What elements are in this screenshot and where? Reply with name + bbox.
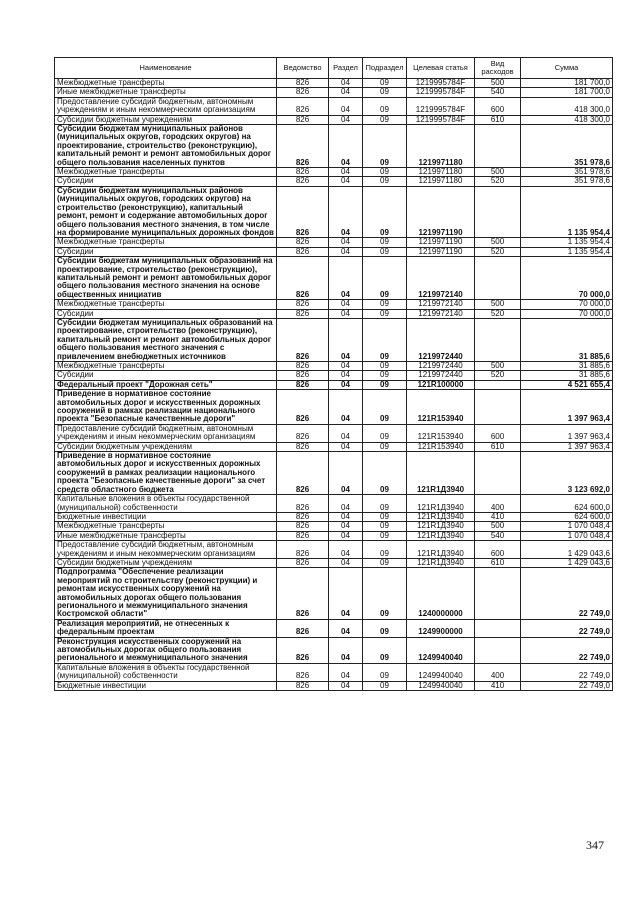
cell-exp-type: 520	[475, 371, 521, 380]
cell-section: 04	[329, 309, 363, 318]
table-row	[55, 522, 613, 531]
cell-exp-type	[475, 186, 521, 237]
cell-subsection: 09	[363, 115, 407, 124]
cell-target: 1249940040	[407, 681, 475, 690]
cell-sum: 351 978,6	[521, 168, 613, 177]
cell-subsection: 09	[363, 79, 407, 88]
cell-section: 04	[329, 371, 363, 380]
cell-name: Капитальные вложения в объекты государственной (муниципальной) собственности	[55, 495, 277, 513]
cell-exp-type: 400	[475, 663, 521, 681]
cell-sum: 3 123 692,0	[521, 452, 613, 495]
cell-dept: 826	[277, 309, 329, 318]
cell-target: 1219995784F	[407, 115, 475, 124]
cell-target: 1219995784F	[407, 88, 475, 97]
cell-name: Субсидии бюджетным учреждениям	[55, 442, 277, 451]
cell-exp-type: 540	[475, 88, 521, 97]
cell-target: 1219972440	[407, 318, 475, 361]
table-row	[55, 681, 613, 690]
cell-exp-type	[475, 318, 521, 361]
cell-dept: 826	[277, 637, 329, 663]
cell-exp-type: 520	[475, 309, 521, 318]
cell-sum: 1 070 048,4	[521, 531, 613, 540]
cell-subsection: 09	[363, 309, 407, 318]
cell-name: Реализация мероприятий, не отнесенных к федеральным проектам	[55, 619, 277, 637]
cell-target: 1249900000	[407, 619, 475, 637]
cell-subsection: 09	[363, 238, 407, 247]
cell-subsection: 09	[363, 177, 407, 186]
cell-section: 04	[329, 512, 363, 521]
cell-section: 04	[329, 663, 363, 681]
cell-section: 04	[329, 619, 363, 637]
cell-sum: 1 397 963,4	[521, 424, 613, 442]
table-row	[55, 115, 613, 124]
cell-section: 04	[329, 115, 363, 124]
table-row	[55, 568, 613, 619]
table-row	[55, 362, 613, 371]
header-sum: Сумма	[521, 58, 613, 79]
cell-exp-type: 610	[475, 442, 521, 451]
table-row	[55, 558, 613, 567]
cell-sum: 351 978,6	[521, 177, 613, 186]
cell-section: 04	[329, 125, 363, 168]
cell-sum: 22 749,0	[521, 637, 613, 663]
cell-sum: 22 749,0	[521, 568, 613, 619]
cell-dept: 826	[277, 318, 329, 361]
cell-sum: 22 749,0	[521, 619, 613, 637]
cell-subsection: 09	[363, 637, 407, 663]
page-number: 347	[586, 838, 604, 852]
cell-dept: 826	[277, 186, 329, 237]
table-row	[55, 238, 613, 247]
cell-dept: 826	[277, 424, 329, 442]
cell-subsection: 09	[363, 424, 407, 442]
cell-sum: 31 885,6	[521, 371, 613, 380]
cell-subsection: 09	[363, 371, 407, 380]
cell-dept: 826	[277, 558, 329, 567]
cell-exp-type: 500	[475, 238, 521, 247]
header-dept: Ведомство	[277, 58, 329, 79]
cell-name: Реконструкция искусственных сооружений на автомобильных дорогах общего пользования регионального и межмуниципального значения	[55, 637, 277, 663]
cell-dept: 826	[277, 257, 329, 300]
cell-exp-type: 610	[475, 558, 521, 567]
table-row	[55, 637, 613, 663]
cell-section: 04	[329, 531, 363, 540]
cell-exp-type	[475, 619, 521, 637]
table-row	[55, 247, 613, 256]
cell-dept: 826	[277, 619, 329, 637]
cell-target: 1219995784F	[407, 79, 475, 88]
cell-name: Субсидии	[55, 309, 277, 318]
cell-exp-type: 400	[475, 495, 521, 513]
cell-sum: 1 135 954,4	[521, 238, 613, 247]
cell-subsection: 09	[363, 88, 407, 97]
cell-dept: 826	[277, 177, 329, 186]
cell-name: Субсидии бюджетам муниципальных районов (муниципальных округов, городских округов) на проектирование, строительство (реконструкцию), капитальный ремонт и ремонт автомобильных дорог общего пользования населенных пунктов	[55, 125, 277, 168]
header-exp-type: Вид расходов	[475, 58, 521, 79]
cell-exp-type	[475, 257, 521, 300]
cell-exp-type: 500	[475, 168, 521, 177]
table-row	[55, 79, 613, 88]
cell-dept: 826	[277, 79, 329, 88]
cell-sum: 1 429 043,6	[521, 541, 613, 559]
cell-target: 121R1Д3940	[407, 522, 475, 531]
cell-dept: 826	[277, 88, 329, 97]
cell-subsection: 09	[363, 442, 407, 451]
cell-target: 121R1Д3940	[407, 495, 475, 513]
header-subsection: Подраздел	[363, 58, 407, 79]
cell-exp-type: 540	[475, 531, 521, 540]
cell-section: 04	[329, 568, 363, 619]
cell-target: 121R1Д3940	[407, 512, 475, 521]
cell-exp-type: 600	[475, 541, 521, 559]
table-row	[55, 452, 613, 495]
cell-sum: 31 885,6	[521, 318, 613, 361]
table-header-row	[55, 58, 613, 79]
cell-section: 04	[329, 168, 363, 177]
cell-name: Межбюджетные трансферты	[55, 168, 277, 177]
cell-subsection: 09	[363, 541, 407, 559]
table-row	[55, 318, 613, 361]
cell-sum: 624 600,0	[521, 512, 613, 521]
table-row	[55, 619, 613, 637]
cell-name: Капитальные вложения в объекты государственной (муниципальной) собственности	[55, 663, 277, 681]
cell-name: Бюджетные инвестиции	[55, 681, 277, 690]
cell-name: Подпрограмма "Обеспечение реализации мероприятий по строительству (реконструкции) и ремонтам искусственных сооружений на автомобильных дорогах общего пользования регионального и межмуниципального значения Костромской области"	[55, 568, 277, 619]
cell-section: 04	[329, 177, 363, 186]
cell-name: Субсидии	[55, 371, 277, 380]
table-row	[55, 97, 613, 115]
cell-name: Межбюджетные трансферты	[55, 362, 277, 371]
cell-dept: 826	[277, 522, 329, 531]
cell-subsection: 09	[363, 681, 407, 690]
table-row	[55, 380, 613, 389]
cell-subsection: 09	[363, 97, 407, 115]
cell-name: Приведение в нормативное состояние автомобильных дорог и искусственных дорожных сооружений в рамках реализации национального проекта "Безопасные качественные дороги" за счет средств областного бюджета	[55, 452, 277, 495]
cell-sum: 1 135 954,4	[521, 247, 613, 256]
cell-exp-type	[475, 390, 521, 425]
cell-subsection: 09	[363, 257, 407, 300]
cell-exp-type: 500	[475, 362, 521, 371]
cell-section: 04	[329, 637, 363, 663]
cell-exp-type	[475, 637, 521, 663]
cell-subsection: 09	[363, 558, 407, 567]
budget-table	[54, 57, 613, 691]
cell-exp-type: 520	[475, 247, 521, 256]
cell-exp-type	[475, 568, 521, 619]
table-row	[55, 512, 613, 521]
cell-name: Предоставление субсидий бюджетным, автономным учреждениям и иным некоммерческим организациям	[55, 541, 277, 559]
cell-dept: 826	[277, 442, 329, 451]
cell-subsection: 09	[363, 300, 407, 309]
cell-exp-type: 600	[475, 97, 521, 115]
cell-name: Иные межбюджетные трансферты	[55, 88, 277, 97]
cell-dept: 826	[277, 681, 329, 690]
cell-section: 04	[329, 541, 363, 559]
cell-dept: 826	[277, 390, 329, 425]
cell-subsection: 09	[363, 531, 407, 540]
cell-section: 04	[329, 318, 363, 361]
cell-dept: 826	[277, 495, 329, 513]
cell-target: 121R153940	[407, 442, 475, 451]
cell-section: 04	[329, 681, 363, 690]
cell-subsection: 09	[363, 619, 407, 637]
cell-subsection: 09	[363, 663, 407, 681]
cell-name: Федеральный проект "Дорожная сеть"	[55, 380, 277, 389]
table-row	[55, 186, 613, 237]
cell-dept: 826	[277, 247, 329, 256]
cell-dept: 826	[277, 300, 329, 309]
cell-exp-type	[475, 380, 521, 389]
cell-target: 1249940040	[407, 663, 475, 681]
cell-name: Субсидии бюджетам муниципальных районов (муниципальных округов, городских округов) на строительство (реконструкцию), капитальный ремонт, ремонт и содержание автомобильных дорог общего пользования местного значения, в том числе на формирование муниципальных дорожных фондов	[55, 186, 277, 237]
cell-name: Межбюджетные трансферты	[55, 79, 277, 88]
cell-target: 1219971190	[407, 247, 475, 256]
cell-target: 1219972140	[407, 309, 475, 318]
cell-section: 04	[329, 380, 363, 389]
cell-section: 04	[329, 442, 363, 451]
cell-target: 121R1Д3940	[407, 531, 475, 540]
cell-subsection: 09	[363, 380, 407, 389]
table-row	[55, 390, 613, 425]
cell-section: 04	[329, 558, 363, 567]
cell-dept: 826	[277, 380, 329, 389]
cell-dept: 826	[277, 568, 329, 619]
cell-name: Приведение в нормативное состояние автомобильных дорог и искусственных дорожных сооружений в рамках реализации национального проекта "Безопасные качественные дороги"	[55, 390, 277, 425]
cell-name: Межбюджетные трансферты	[55, 238, 277, 247]
table-row	[55, 125, 613, 168]
cell-section: 04	[329, 300, 363, 309]
cell-dept: 826	[277, 452, 329, 495]
cell-dept: 826	[277, 663, 329, 681]
cell-sum: 181 700,0	[521, 88, 613, 97]
cell-subsection: 09	[363, 390, 407, 425]
cell-target: 121R100000	[407, 380, 475, 389]
cell-subsection: 09	[363, 522, 407, 531]
cell-section: 04	[329, 186, 363, 237]
cell-name: Субсидии	[55, 177, 277, 186]
cell-target: 121R1Д3940	[407, 558, 475, 567]
cell-dept: 826	[277, 168, 329, 177]
cell-target: 121R153940	[407, 390, 475, 425]
cell-sum: 70 000,0	[521, 300, 613, 309]
table-row	[55, 663, 613, 681]
header-name: Наименование	[55, 58, 277, 79]
cell-sum: 1 135 954,4	[521, 186, 613, 237]
cell-section: 04	[329, 88, 363, 97]
cell-target: 121R1Д3940	[407, 541, 475, 559]
cell-target: 1219972140	[407, 257, 475, 300]
table-row	[55, 177, 613, 186]
cell-name: Иные межбюджетные трансферты	[55, 531, 277, 540]
cell-name: Субсидии бюджетным учреждениям	[55, 558, 277, 567]
table-row	[55, 309, 613, 318]
cell-exp-type: 500	[475, 79, 521, 88]
cell-sum: 418 300,0	[521, 115, 613, 124]
cell-target: 1219971180	[407, 168, 475, 177]
cell-target: 1219971190	[407, 238, 475, 247]
cell-name: Бюджетные инвестиции	[55, 512, 277, 521]
cell-sum: 181 700,0	[521, 79, 613, 88]
cell-target: 1219971180	[407, 125, 475, 168]
cell-section: 04	[329, 238, 363, 247]
cell-dept: 826	[277, 238, 329, 247]
cell-target: 1219971190	[407, 186, 475, 237]
cell-section: 04	[329, 390, 363, 425]
cell-section: 04	[329, 257, 363, 300]
table-row	[55, 257, 613, 300]
cell-sum: 418 300,0	[521, 97, 613, 115]
cell-dept: 826	[277, 371, 329, 380]
cell-target: 121R153940	[407, 424, 475, 442]
cell-section: 04	[329, 495, 363, 513]
cell-name: Межбюджетные трансферты	[55, 300, 277, 309]
cell-exp-type: 500	[475, 522, 521, 531]
cell-sum: 31 885,6	[521, 362, 613, 371]
cell-target: 1219995784F	[407, 97, 475, 115]
table-row	[55, 531, 613, 540]
cell-name: Предоставление субсидий бюджетным, автономным учреждениям и иным некоммерческим организациям	[55, 424, 277, 442]
cell-subsection: 09	[363, 125, 407, 168]
table-row	[55, 371, 613, 380]
table-row	[55, 88, 613, 97]
cell-target: 121R1Д3940	[407, 452, 475, 495]
table-row	[55, 300, 613, 309]
cell-subsection: 09	[363, 568, 407, 619]
table-row	[55, 168, 613, 177]
cell-target: 1240000000	[407, 568, 475, 619]
cell-sum: 1 070 048,4	[521, 522, 613, 531]
cell-exp-type	[475, 125, 521, 168]
cell-name: Предоставление субсидий бюджетным, автономным учреждениям и иным некоммерческим организациям	[55, 97, 277, 115]
cell-section: 04	[329, 362, 363, 371]
cell-sum: 1 397 963,4	[521, 442, 613, 451]
cell-dept: 826	[277, 512, 329, 521]
cell-dept: 826	[277, 362, 329, 371]
cell-subsection: 09	[363, 512, 407, 521]
cell-section: 04	[329, 452, 363, 495]
cell-subsection: 09	[363, 452, 407, 495]
table-row	[55, 495, 613, 513]
cell-sum: 4 521 655,4	[521, 380, 613, 389]
cell-section: 04	[329, 522, 363, 531]
cell-sum: 351 978,6	[521, 125, 613, 168]
cell-dept: 826	[277, 115, 329, 124]
cell-dept: 826	[277, 97, 329, 115]
cell-target: 1219972140	[407, 300, 475, 309]
cell-name: Субсидии бюджетным учреждениям	[55, 115, 277, 124]
cell-subsection: 09	[363, 186, 407, 237]
cell-sum: 22 749,0	[521, 681, 613, 690]
cell-exp-type: 410	[475, 681, 521, 690]
cell-section: 04	[329, 97, 363, 115]
cell-subsection: 09	[363, 247, 407, 256]
header-target: Целевая статья	[407, 58, 475, 79]
header-section: Раздел	[329, 58, 363, 79]
cell-dept: 826	[277, 531, 329, 540]
cell-subsection: 09	[363, 362, 407, 371]
cell-target: 1249940040	[407, 637, 475, 663]
table-row	[55, 442, 613, 451]
budget-document	[54, 57, 612, 691]
cell-sum: 624 600,0	[521, 495, 613, 513]
cell-exp-type: 610	[475, 115, 521, 124]
table-row	[55, 424, 613, 442]
cell-exp-type	[475, 452, 521, 495]
cell-exp-type: 500	[475, 300, 521, 309]
cell-subsection: 09	[363, 318, 407, 361]
cell-target: 1219972440	[407, 362, 475, 371]
cell-name: Субсидии бюджетам муниципальных образований на проектирование, строительство (реконструкцию), капитальный ремонт и ремонт автомобильных дорог общего пользования местного значения на основе общественных инициатив	[55, 257, 277, 300]
cell-subsection: 09	[363, 168, 407, 177]
cell-name: Субсидии	[55, 247, 277, 256]
cell-sum: 1 397 963,4	[521, 390, 613, 425]
cell-sum: 22 749,0	[521, 663, 613, 681]
cell-target: 1219971180	[407, 177, 475, 186]
cell-sum: 1 429 043,6	[521, 558, 613, 567]
cell-subsection: 09	[363, 495, 407, 513]
cell-target: 1219972440	[407, 371, 475, 380]
cell-exp-type: 410	[475, 512, 521, 521]
cell-section: 04	[329, 247, 363, 256]
cell-name: Субсидии бюджетам муниципальных образований на проектирование, строительство (реконструкцию), капитальный ремонт и ремонт автомобильных дорог общего пользования местного значения с привлечением внебюджетных источников	[55, 318, 277, 361]
cell-section: 04	[329, 79, 363, 88]
table-row	[55, 541, 613, 559]
cell-dept: 826	[277, 125, 329, 168]
cell-sum: 70 000,0	[521, 309, 613, 318]
cell-section: 04	[329, 424, 363, 442]
table-body	[55, 79, 613, 691]
cell-sum: 70 000,0	[521, 257, 613, 300]
cell-name: Межбюджетные трансферты	[55, 522, 277, 531]
cell-exp-type: 520	[475, 177, 521, 186]
cell-exp-type: 600	[475, 424, 521, 442]
cell-dept: 826	[277, 541, 329, 559]
